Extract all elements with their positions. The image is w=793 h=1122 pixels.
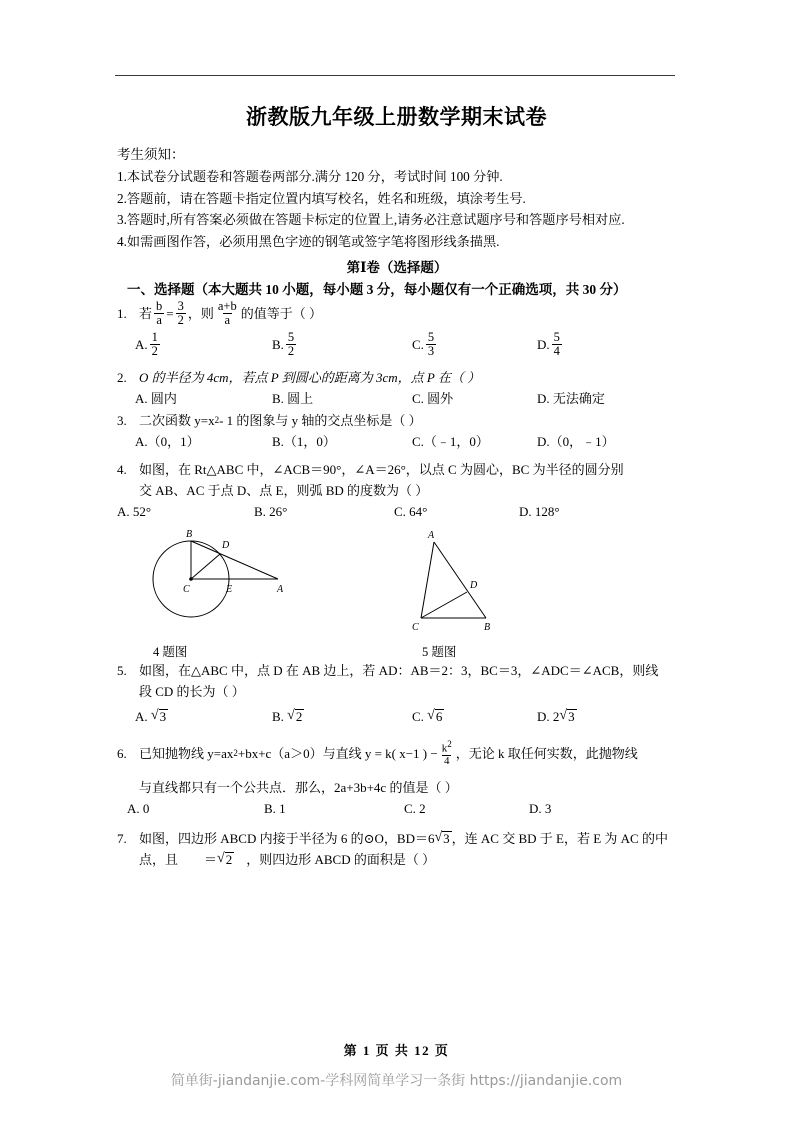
- question-3-options: [117, 431, 677, 453]
- q4-option-a[interactable]: A. 52°: [117, 503, 152, 519]
- q6-option-b[interactable]: B. 1: [264, 801, 286, 817]
- q1-option-b-fraction: $\frac{5}{2}$: [287, 330, 295, 359]
- question-2: [117, 367, 677, 410]
- q6-line1-b: +bx+c（a＞0）与直线 y = k( x−1 ) −: [237, 745, 438, 761]
- q5-option-c-radical: √ 6: [427, 708, 443, 724]
- q1-frac3-numerator: a+b: [217, 299, 237, 313]
- figure-4-caption: 4 题图: [153, 644, 188, 659]
- q3-option-c[interactable]: C. （﹣1，0）: [412, 433, 489, 449]
- q3-stem-b: - 1 的图象与 y 轴的交点坐标是（ ）: [219, 412, 422, 428]
- svg-text:B: B: [484, 621, 491, 633]
- question-6: [117, 740, 677, 821]
- q7-radical-2: √ 2: [217, 851, 233, 868]
- q1-option-d[interactable]: [537, 331, 677, 358]
- question-6-stem-line2: [117, 777, 677, 798]
- svg-text:D: D: [470, 579, 478, 591]
- svg-text:A: A: [428, 529, 435, 541]
- q1-option-a[interactable]: [117, 331, 272, 358]
- q5-option-b-radical: √ 2: [287, 708, 303, 724]
- question-6-number: 6.: [117, 745, 127, 761]
- q7-radical-3: √ 3: [434, 830, 450, 847]
- figure-5-caption: 5 题图: [422, 644, 457, 659]
- q1-frac2-denominator: 2: [177, 313, 184, 328]
- question-4-options: [117, 501, 677, 523]
- question-7: [117, 828, 677, 870]
- q5-line2: 段 CD 的长为（ ）: [139, 683, 245, 699]
- q5-option-b[interactable]: B. √ 2: [272, 708, 303, 724]
- q6-fraction-k2-over-4: $\frac{k^2}{4}$: [441, 738, 452, 767]
- section-heading: 一、选择题（本大题共 10 小题，每小题 3 分，每小题仅有一个正确选项，共 30 分）: [127, 282, 627, 297]
- q4-option-b[interactable]: B. 26°: [254, 503, 288, 519]
- q3-option-b[interactable]: B. （1，0）: [272, 433, 336, 449]
- q6-option-a[interactable]: A. 0: [127, 801, 150, 817]
- q7-line2-b: ，则四边形 ABCD 的面积是（ ）: [246, 852, 436, 868]
- svg-text:D: D: [222, 539, 230, 551]
- q5-option-d[interactable]: D. 2 √ 3: [537, 706, 677, 728]
- q1-frac1-denominator: a: [156, 313, 162, 328]
- q5-option-c[interactable]: C. √ 6: [412, 708, 443, 724]
- notice-heading: 考生须知：: [117, 147, 185, 162]
- question-4-stem-line1: [117, 459, 677, 480]
- q7-line2-a: 点，且: [139, 852, 179, 868]
- q2-option-c[interactable]: C. 圆外: [412, 390, 454, 406]
- figure-5-triangle-diagram: [412, 530, 490, 633]
- question-2-number: 2.: [117, 369, 127, 385]
- notice-line-2: 2.答题前，请在答题卡指定位置内填写校名，姓名和班级，填涂考生号.: [117, 190, 526, 206]
- question-1: [117, 300, 677, 359]
- question-4: [117, 459, 677, 523]
- question-5-stem-line2: [117, 681, 677, 702]
- q6-line2: 与直线都只有一个公共点．那么，2a+3b+4c 的值是（ ）: [139, 780, 458, 796]
- q1-stem-pre: 若: [139, 306, 153, 322]
- figures-row: [117, 526, 677, 659]
- q1-option-c[interactable]: [412, 331, 537, 358]
- exam-body: [117, 144, 677, 870]
- figure-4-and-5-svg: [117, 526, 677, 638]
- question-3-number: 3.: [117, 412, 127, 428]
- q1-frac2-numerator: 3: [177, 299, 184, 313]
- question-5-options: [117, 706, 677, 728]
- question-6-stem-line1: [117, 740, 677, 768]
- svg-text:C: C: [412, 621, 419, 633]
- page-title: 浙教版九年级上册数学期末试卷: [246, 104, 547, 129]
- q2-option-d[interactable]: D. 无法确定: [537, 390, 605, 406]
- q5-line1: 如图，在△ABC 中，点 D 在 AB 边上，若 AD：AB＝2：3，BC＝3，∠ADC＝∠ACB，则线: [139, 662, 659, 678]
- q1-option-c-label: C.: [412, 336, 424, 352]
- svg-text:A: A: [277, 583, 284, 595]
- q5-option-a[interactable]: A. √ 3: [135, 708, 167, 724]
- q1-fraction-b-over-a: [154, 300, 164, 327]
- paper-part-heading: 第Ⅰ卷（选择题）: [346, 260, 448, 275]
- svg-text:B: B: [186, 528, 193, 540]
- question-5-stem-line1: [117, 660, 677, 681]
- question-2-options: [117, 388, 677, 410]
- question-4-number: 4.: [117, 461, 127, 477]
- q1-option-b-label: B.: [272, 336, 284, 352]
- q1-frac3-denominator: a: [224, 313, 231, 328]
- question-4-stem-line2: [117, 480, 677, 501]
- question-5-number: 5.: [117, 662, 127, 678]
- q4-option-c[interactable]: C. 64°: [394, 503, 428, 519]
- question-3-stem: [117, 410, 677, 431]
- q1-option-c-fraction: $\frac{5}{3}$: [427, 330, 435, 359]
- q2-option-b[interactable]: B. 圆上: [272, 390, 314, 406]
- q3-option-d[interactable]: D. （0，﹣1）: [537, 433, 615, 449]
- question-1-options: [117, 331, 677, 358]
- question-2-stem: [117, 367, 677, 388]
- q4-line1: 如图，在 Rt△ABC 中，∠ACB＝90°，∠A＝26°，以点 C 为圆心，BC 为半径的圆分别: [139, 461, 624, 477]
- svg-text:C: C: [183, 583, 190, 595]
- q5-option-d-coefficient: 2: [552, 708, 560, 724]
- q6-line1-a: 已知抛物线 y=ax: [139, 745, 234, 761]
- question-2-text: O 的半径为 4cm，若点 P 到圆心的距离为 3cm，点 P 在（ ）: [139, 369, 481, 385]
- notice-line-4: 4.如需画图作答，必须用黑色字迹的钢笔或签字笔将图形线条描黑.: [117, 233, 500, 249]
- q1-fraction-apb-over-a: [216, 300, 239, 327]
- question-7-stem-line2: [117, 849, 677, 870]
- q1-fraction-3-over-2: [176, 300, 186, 327]
- q1-option-a-fraction: $\frac{1}{2}$: [151, 330, 158, 359]
- q1-option-d-fraction: $\frac{5}{4}$: [553, 330, 560, 359]
- figure-4-circle-diagram: [153, 529, 284, 617]
- q1-equals: =: [166, 306, 174, 322]
- q1-option-b[interactable]: [272, 331, 412, 358]
- q3-option-a[interactable]: A. （0，1）: [135, 433, 200, 449]
- q1-stem-post: 的值等于（ ）: [240, 306, 322, 322]
- q3-exponent: 2: [214, 414, 220, 425]
- page-footer: 第 1 页 共 12 页: [343, 1043, 450, 1058]
- question-1-stem: [117, 300, 677, 327]
- site-watermark: 简单街-jiandanjie.com-学科网简单学习一条街 https://jiandanjie.com: [170, 1073, 623, 1089]
- q5-option-d-radical: √ 3: [559, 708, 575, 724]
- question-7-number: 7.: [117, 831, 127, 847]
- q1-stem-mid: ，则: [187, 306, 214, 322]
- q7-line1-b: ，连 AC 交 BD 于 E，若 E 为 AC 的中: [451, 831, 668, 847]
- notice-line-1: 1.本试卷分试题卷和答题卷两部分.满分 120 分，考试时间 100 分钟.: [117, 169, 503, 184]
- q4-option-d[interactable]: D. 128°: [519, 503, 560, 519]
- svg-text:E: E: [226, 583, 233, 595]
- q1-option-a-label: A.: [135, 336, 148, 352]
- q6-exponent: 2: [233, 747, 238, 758]
- q4-line2: 交 AB、AC 于点 D、点 E，则弧 BD 的度数为（ ）: [139, 482, 429, 498]
- q1-frac1-numerator: b: [156, 299, 163, 313]
- q2-option-a[interactable]: A. 圆内: [135, 390, 177, 406]
- question-6-options: [117, 798, 677, 820]
- question-5: [117, 660, 677, 728]
- q7-equals: ＝: [204, 852, 218, 868]
- notice-line-3: 3.答题时,所有答案必须做在答题卡标定的位置上,请务必注意试题序号和答题序号相对应.: [117, 212, 625, 227]
- question-1-number: 1.: [117, 306, 127, 322]
- q6-line1-c: ，无论 k 取任何实数，此抛物线: [455, 745, 638, 761]
- q7-line1-a: 如图，四边形 ABCD 内接于半径为 6 的⊙O，BD＝6: [139, 831, 435, 847]
- question-3: [117, 410, 677, 453]
- header-rule: [115, 75, 675, 76]
- q3-stem-a: 二次函数 y=x: [139, 412, 215, 428]
- q5-option-a-radical: √ 3: [150, 708, 167, 724]
- question-7-stem-line1: [117, 828, 677, 849]
- q6-option-d[interactable]: D. 3: [529, 801, 552, 817]
- q1-option-d-label: D.: [537, 336, 550, 352]
- q6-option-c[interactable]: C. 2: [404, 801, 426, 817]
